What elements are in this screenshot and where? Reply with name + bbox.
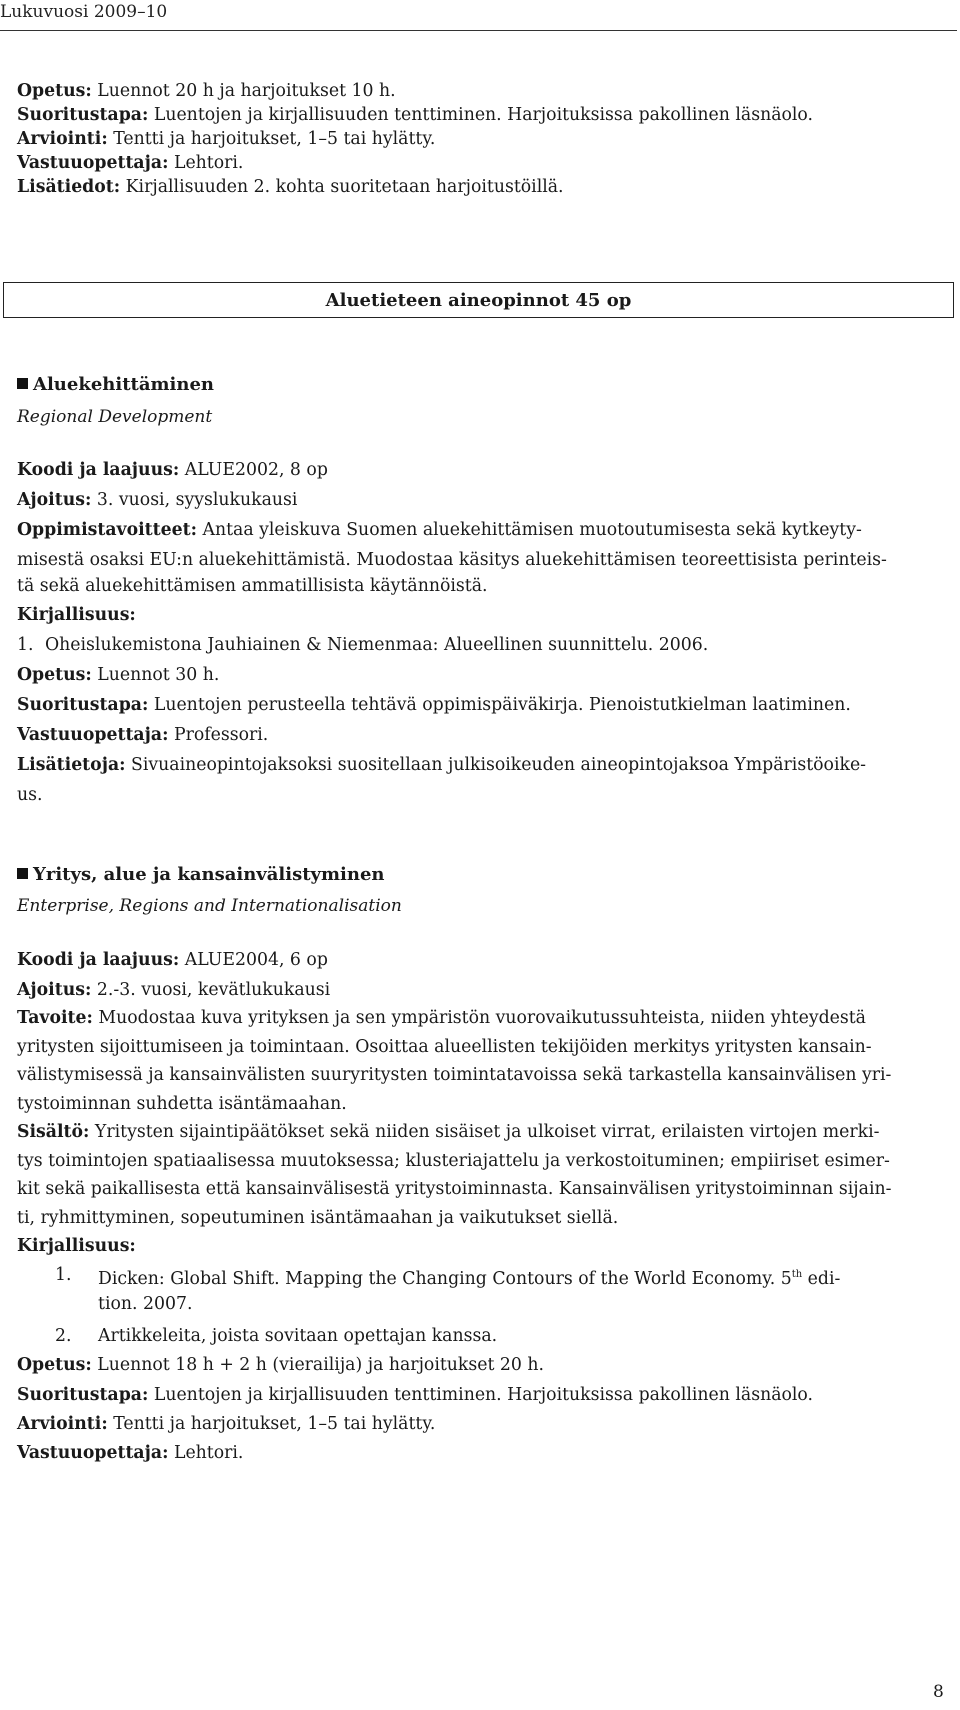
course2-kirj1-line2: tion. 2007. [98,1294,193,1314]
course2-kirj2-num: 2. [55,1326,72,1346]
course2-heading [17,864,385,886]
label: Arviointi: [17,129,108,149]
label: Opetus: [17,665,92,685]
course2-tavoite-line2: yritysten sijoittumiseen ja toimintaan. Osoittaa alueellisten tekijöiden merkitys yritysten kansain- [17,1037,872,1057]
value: Professori. [168,725,269,745]
value: Luennot 20 h ja harjoitukset 10 h. [91,81,396,101]
label: Koodi ja laajuus: [17,950,180,970]
value: Muodostaa kuva yrityksen ja sen ympäristön vuorovaikutussuhteista, niiden yhteydestä [92,1008,866,1028]
label: Ajoitus: [17,980,92,1000]
label: Lisätiedot: [17,177,121,197]
course1-oppimis-line3: tä sekä aluekehittämisen ammatillisista käytännöistä. [17,576,488,596]
course2-opetus [17,1354,544,1376]
value: Luentojen perusteella tehtävä oppimispäiväkirja. Pienoistutkielman laatiminen. [148,695,851,715]
kirj1-sup: th [791,1269,803,1280]
label: Suoritustapa: [17,1385,149,1405]
course1-oppimis-line2: misestä osaksi EU:n aluekehittämistä. Muodostaa käsitys aluekehittämisen teoreettisista perinteis- [17,550,887,570]
course1-oppimis-line1 [17,519,862,541]
course1-kirj-item: Oheislukemistona Jauhiainen & Niemenmaa: Alueellinen suunnittelu. 2006. [45,635,709,655]
kirj1-text-end: edi- [802,1268,841,1289]
course1-kirjallisuus-label: Kirjallisuus: [17,605,136,625]
value: Lehtori. [168,1443,244,1463]
label: Vastuuopettaja: [17,725,169,745]
header-divider [0,30,957,31]
course2-vastuuopettaja [17,1442,243,1464]
course2-sisalto-line4: ti, ryhmittyminen, sopeutuminen isäntämaahan ja vaikutukset siellä. [17,1208,619,1228]
course2-kirj1-line1 [98,1264,840,1290]
course2-english-title: Enterprise, Regions and Internationalisation [17,896,402,916]
course2-sisalto-line2: tys toimintojen spatiaalisessa muutoksessa; klusteriajattelu ja verkostoituminen; empiiriset esimer- [17,1151,890,1171]
top-lisatiedot [17,176,564,198]
page-number: 8 [933,1682,944,1702]
label: Suoritustapa: [17,105,149,125]
course1-koodi [17,459,328,481]
course1-kirj-num: 1. [17,635,34,655]
label: Opetus: [17,1355,92,1375]
course2-koodi [17,949,328,971]
course1-title: Aluekehittäminen [33,374,214,395]
top-arviointi [17,128,435,150]
label: Lisätietoja: [17,755,126,775]
course2-kirjallisuus-label: Kirjallisuus: [17,1236,136,1256]
course2-tavoite-line1 [17,1007,866,1029]
course1-english-title: Regional Development [17,407,213,427]
label: Sisältö: [17,1122,90,1142]
course1-lisatietoja-line1 [17,754,866,776]
value: Tentti ja harjoitukset, 1–5 tai hylätty. [107,1414,436,1434]
course2-title: Yritys, alue ja kansainvälistyminen [33,864,385,885]
top-suoritustapa [17,104,813,126]
course2-arviointi [17,1413,435,1435]
value: Tentti ja harjoitukset, 1–5 tai hylätty. [107,129,436,149]
course2-sisalto-line3: kit sekä paikallisesta että kansainvälisestä yritystoiminnasta. Kansainvälisen yritystoiminnan sijain- [17,1179,892,1199]
top-opetus [17,80,396,102]
course1-lisatietoja-line2: us. [17,785,43,805]
value: Lehtori. [168,153,244,173]
value: Yritysten sijaintipäätökset sekä niiden sisäiset ja ulkoiset virrat, erilaisten virtojen merki- [89,1122,880,1142]
value: Luennot 30 h. [91,665,220,685]
course1-suoritustapa [17,694,851,716]
course1-vastuuopettaja [17,724,268,746]
kirj1-text: Dicken: Global Shift. Mapping the Changing Contours of the World Economy. 5 [98,1268,792,1289]
value: Sivuaineopintojaksoksi suositellaan julkisoikeuden aineopintojaksoa Ympäristöoike- [125,755,867,775]
section-title-box [3,282,954,318]
label: Arviointi: [17,1414,108,1434]
course2-ajoitus [17,979,330,1001]
course1-opetus [17,664,219,686]
label: Ajoitus: [17,490,92,510]
value: ALUE2002, 8 op [179,460,328,480]
value: Luennot 18 h + 2 h (vierailija) ja harjoitukset 20 h. [91,1355,545,1375]
value: Luentojen ja kirjallisuuden tenttiminen. Harjoituksissa pakollinen läsnäolo. [148,105,814,125]
label: Opetus: [17,81,92,101]
value: 3. vuosi, syyslukukausi [91,490,298,510]
value: Kirjallisuuden 2. kohta suoritetaan harjoitustöillä. [120,177,564,197]
label: Tavoite: [17,1008,93,1028]
top-vastuuopettaja [17,152,243,174]
label: Oppimistavoitteet: [17,520,197,540]
label: Vastuuopettaja: [17,1443,169,1463]
course1-ajoitus [17,489,297,511]
course1-heading [17,374,214,396]
course2-kirj1-num: 1. [55,1265,72,1285]
section-title: Aluetieteen aineopinnot 45 op [325,289,632,311]
label: Vastuuopettaja: [17,153,169,173]
square-bullet-icon [17,868,28,879]
square-bullet-icon [17,378,28,389]
course2-sisalto-line1 [17,1121,879,1143]
value: Luentojen ja kirjallisuuden tenttiminen. Harjoituksissa pakollinen läsnäolo. [148,1385,814,1405]
label: Suoritustapa: [17,695,149,715]
course2-tavoite-line3: välistymisessä ja kansainvälisten suuryritysten toimintatavoissa sekä tarkastella kansainvälisen yri- [17,1065,892,1085]
value: 2.-3. vuosi, kevätlukukausi [91,980,331,1000]
course2-tavoite-line4: tystoiminnan suhdetta isäntämaahan. [17,1094,347,1114]
value: Antaa yleiskuva Suomen aluekehittämisen muotoutumisesta sekä kytkeyty- [197,520,862,540]
page-header: Lukuvuosi 2009–10 [0,2,168,22]
label: Koodi ja laajuus: [17,460,180,480]
value: ALUE2004, 6 op [179,950,328,970]
course2-suoritustapa [17,1384,813,1406]
course2-kirj2: Artikkeleita, joista sovitaan opettajan kanssa. [98,1326,498,1346]
